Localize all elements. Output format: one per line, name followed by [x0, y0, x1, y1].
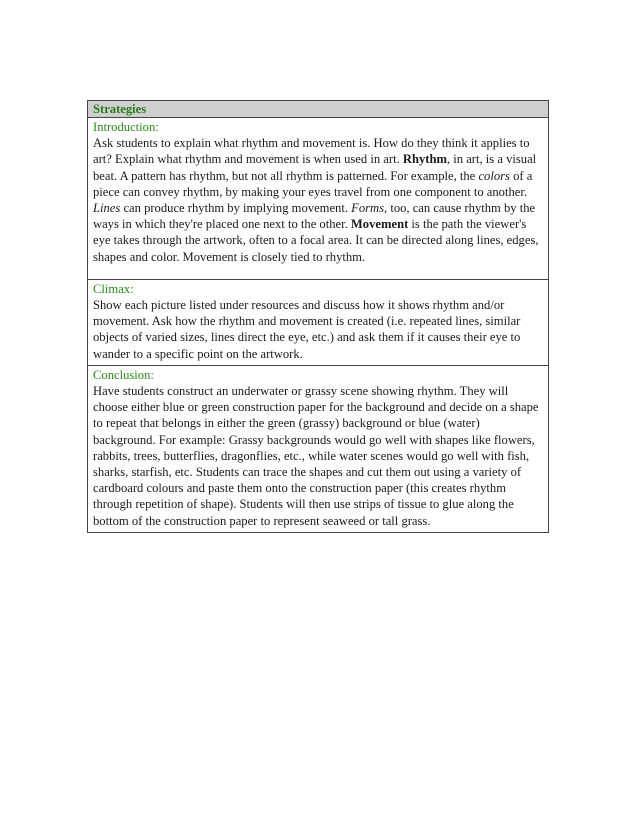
intro-text-1: Ask students to explain what rhythm and movement is. How do they think it applies to art? Explain what rhythm and movement is when used in art.: [93, 136, 530, 167]
conclusion-cell: [88, 366, 548, 532]
movement-term: Movement: [350, 217, 409, 232]
climax-text: Show each picture listed under resources and discuss how it shows rhythm and/or movement. Ask how the rhythm and movement is created (i.e. repeated lines, similar objects of varied sizes, lines direct the eye, etc.) and ask them if it causes their eye to wander to a specific point on the artwork.: [93, 298, 521, 361]
lines-term: Lines: [93, 201, 121, 216]
climax-title: Climax:: [93, 281, 134, 296]
forms-term: Forms: [351, 201, 385, 216]
introduction-text: [93, 135, 543, 265]
intro-text-4: can produce rhythm by implying movement.: [120, 201, 352, 216]
colors-term: colors: [478, 168, 510, 183]
intro-text-5: , too, can cause rhythm by the ways in which they're placed one next to the other.: [93, 201, 536, 232]
table-header: Strategies: [88, 101, 548, 118]
introduction-cell: [88, 118, 548, 280]
conclusion-title: Conclusion:: [93, 367, 154, 382]
intro-text-2: , in art, is a visual beat. A pattern has rhythm, but not all rhythm is patterned. For example, the: [93, 152, 537, 183]
strategies-table: [87, 100, 549, 533]
intro-text-3: of a piece can convey rhythm, by making your eyes travel from one component to another.: [93, 168, 533, 199]
rhythm-term: Rhythm: [402, 152, 447, 167]
conclusion-text: Have students construct an underwater or grassy scene showing rhythm. They will choose either blue or green construction paper for the background and decide on a shape to repeat that belongs in either the green (grassy) background or blue (water) background. For example: Grassy backgrounds would go well with shapes like flowers, rabbits, trees, butterflies, dragonflies, etc., while water scenes would go well with fish, sharks, starfish, etc. Students can trace the shapes and cut them out using a variety of cardboard colours and paste them onto the construction paper (this creates rhythm through repetition of shape). Students will then use strips of tissue to glue along the bottom of the construction paper to represent seaweed or tall grass.: [93, 384, 539, 528]
climax-cell: [88, 280, 548, 366]
introduction-title: Introduction:: [93, 120, 159, 134]
intro-text-6: is the path the viewer's eye takes through the artwork, often to a focal area. It can be directed along lines, edges, shapes and color. Movement is closely tied to rhythm.: [93, 217, 539, 264]
